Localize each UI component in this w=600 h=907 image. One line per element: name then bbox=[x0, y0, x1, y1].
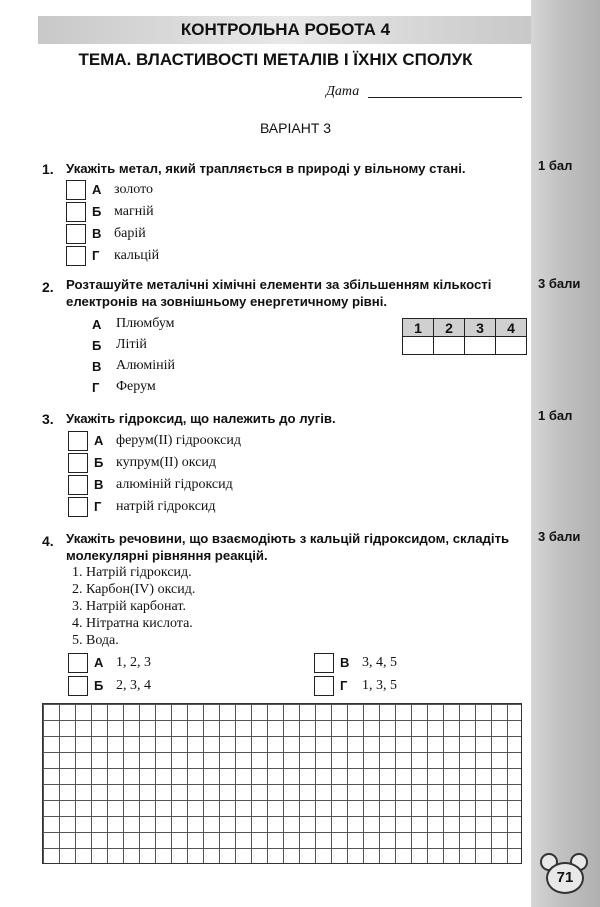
q2-option-c-text: Алюміній bbox=[116, 358, 175, 373]
q2-option-c-letter: В bbox=[92, 359, 102, 374]
order-position-1: 1 bbox=[403, 319, 434, 337]
question-1-text: Укажіть метал, який трапляється в природі у вільному стані. bbox=[66, 161, 466, 176]
answer-checkbox[interactable] bbox=[66, 180, 86, 200]
option-text: алюміній гідроксид bbox=[116, 477, 233, 492]
option-text: магній bbox=[114, 204, 154, 219]
question-4-points: 3 бали bbox=[538, 529, 581, 544]
topic-title: ТЕМА. ВЛАСТИВОСТІ МЕТАЛІВ І ЇХНІХ СПОЛУК bbox=[78, 50, 473, 69]
question-4-text: Укажіть речовини, що взаємодіють з кальцій гідроксидом, складіть молекулярні рівняння реакцій. bbox=[66, 531, 510, 563]
option-text: 3, 4, 5 bbox=[362, 655, 397, 670]
option-text: барій bbox=[114, 226, 146, 241]
option-letter: Б bbox=[92, 204, 102, 219]
question-2-points: 3 бали bbox=[538, 276, 581, 291]
option-text: купрум(ІІ) оксид bbox=[116, 455, 217, 470]
option-letter: Г bbox=[94, 499, 102, 514]
q2-option-d-text: Ферум bbox=[116, 379, 156, 394]
question-2-number: 2. bbox=[42, 279, 54, 295]
option-letter: В bbox=[94, 477, 104, 492]
q2-option-d-letter: Г bbox=[92, 380, 100, 395]
q2-option-b-letter: Б bbox=[92, 338, 102, 353]
option-letter: В bbox=[340, 655, 350, 670]
option-letter: А bbox=[94, 433, 104, 448]
option-letter: Б bbox=[94, 455, 104, 470]
answer-checkbox[interactable] bbox=[68, 431, 88, 451]
answer-grid[interactable] bbox=[42, 703, 522, 864]
order-position-3: 3 bbox=[465, 319, 496, 337]
substance-list-item: 3. Натрій карбонат. bbox=[72, 599, 186, 614]
option-letter: Г bbox=[92, 248, 100, 263]
option-letter: А bbox=[92, 182, 102, 197]
test-title: КОНТРОЛЬНА РОБОТА 4 bbox=[180, 20, 391, 39]
option-text: ферум(ІІ) гідрооксид bbox=[116, 433, 241, 448]
option-text: 1, 2, 3 bbox=[116, 655, 151, 670]
question-3-points: 1 бал bbox=[538, 408, 573, 423]
date-field[interactable] bbox=[368, 97, 522, 98]
question-3-number: 3. bbox=[42, 411, 54, 427]
question-1-points: 1 бал bbox=[538, 158, 573, 173]
answer-checkbox[interactable] bbox=[314, 676, 334, 696]
answer-checkbox[interactable] bbox=[68, 475, 88, 495]
question-2-text: Розташуйте металічні хімічні елементи за збільшенням кількості електронів на зовнішньому енергетичному рівні. bbox=[66, 277, 492, 309]
order-answer-cell[interactable] bbox=[434, 337, 465, 355]
substance-list-item: 2. Карбон(IV) оксид. bbox=[72, 582, 196, 597]
question-4-number: 4. bbox=[42, 533, 54, 549]
order-position-4: 4 bbox=[496, 319, 527, 337]
q2-option-a-text: Плюмбум bbox=[116, 316, 175, 331]
order-position-2: 2 bbox=[434, 319, 465, 337]
answer-checkbox[interactable] bbox=[314, 653, 334, 673]
answer-checkbox[interactable] bbox=[68, 497, 88, 517]
order-answer-table bbox=[402, 318, 527, 355]
answer-checkbox[interactable] bbox=[66, 246, 86, 266]
q2-option-b-text: Літій bbox=[116, 337, 147, 352]
variant-label: ВАРІАНТ 3 bbox=[259, 120, 332, 136]
option-letter: Б bbox=[94, 678, 104, 693]
order-answer-cell[interactable] bbox=[496, 337, 527, 355]
option-letter: А bbox=[94, 655, 104, 670]
page-number: 71 bbox=[546, 862, 584, 894]
order-answer-cell[interactable] bbox=[465, 337, 496, 355]
answer-checkbox[interactable] bbox=[68, 453, 88, 473]
answer-checkbox[interactable] bbox=[66, 202, 86, 222]
q2-option-a-letter: А bbox=[92, 317, 102, 332]
substance-list-item: 1. Натрій гідроксид. bbox=[72, 565, 192, 580]
substance-list-item: 5. Вода. bbox=[72, 633, 119, 648]
answer-checkbox[interactable] bbox=[66, 224, 86, 244]
option-letter: В bbox=[92, 226, 102, 241]
answer-checkbox[interactable] bbox=[68, 653, 88, 673]
option-text: натрій гідроксид bbox=[116, 499, 216, 514]
question-3-text: Укажіть гідроксид, що належить до лугів. bbox=[66, 411, 336, 426]
order-answer-cell[interactable] bbox=[403, 337, 434, 355]
option-text: 2, 3, 4 bbox=[116, 678, 151, 693]
option-text: 1, 3, 5 bbox=[362, 678, 397, 693]
question-1-number: 1. bbox=[42, 161, 54, 177]
option-letter: Г bbox=[340, 678, 348, 693]
date-label: Дата bbox=[326, 84, 360, 99]
option-text: кальцій bbox=[114, 248, 160, 263]
option-text: золото bbox=[114, 182, 153, 197]
answer-checkbox[interactable] bbox=[68, 676, 88, 696]
page-edge-band bbox=[531, 0, 600, 907]
substance-list-item: 4. Нітратна кислота. bbox=[72, 616, 193, 631]
